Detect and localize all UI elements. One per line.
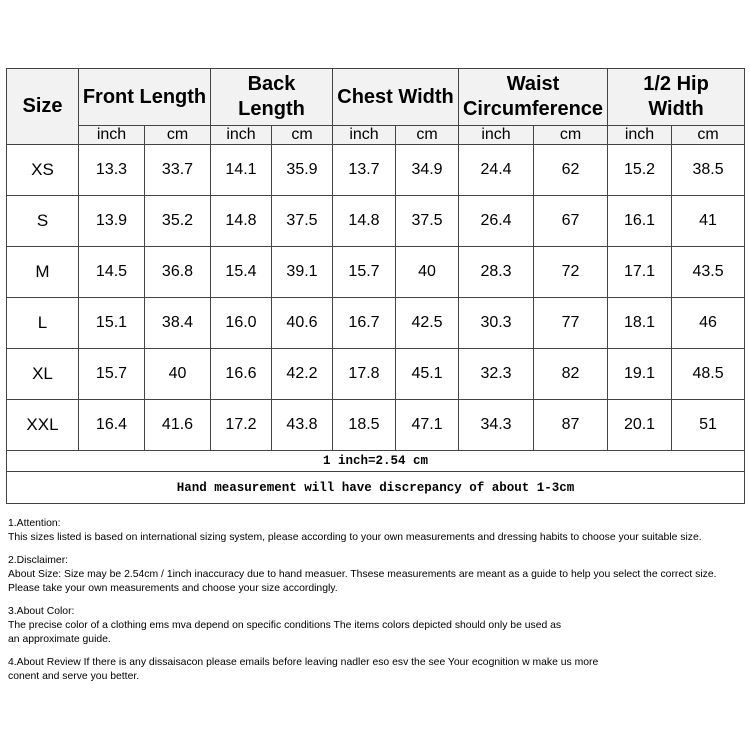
unit-label: inch xyxy=(79,126,145,145)
hip-header: 1/2 Hip Width xyxy=(608,69,745,126)
table-cell: 15.1 xyxy=(79,298,145,349)
table-cell: 42.5 xyxy=(396,298,459,349)
table-cell: 34.3 xyxy=(459,400,534,451)
table-cell: 77 xyxy=(534,298,608,349)
table-cell: 39.1 xyxy=(272,247,333,298)
unit-label: cm xyxy=(534,126,608,145)
note-line: Please take your own measurements and choose your size accordingly. xyxy=(8,583,338,594)
table-cell: 35.2 xyxy=(145,196,211,247)
table-cell: 37.5 xyxy=(272,196,333,247)
table-cell: 46 xyxy=(672,298,745,349)
table-row xyxy=(7,145,745,196)
size-chart-table xyxy=(6,68,745,504)
note-line: 4.About Review If there is any dissaisacon please emails before leaving nadler eso esv the see Your ecognition w make us more xyxy=(8,657,599,668)
size-cell: M xyxy=(7,247,79,298)
table-cell: 28.3 xyxy=(459,247,534,298)
table-cell: 17.2 xyxy=(211,400,272,451)
unit-label: inch xyxy=(608,126,672,145)
table-cell: 16.4 xyxy=(79,400,145,451)
table-row xyxy=(7,196,745,247)
table-cell: 18.5 xyxy=(333,400,396,451)
table-cell: 87 xyxy=(534,400,608,451)
discrepancy-note: Hand measurement will have discrepancy of about 1-3cm xyxy=(7,472,745,504)
table-cell: 15.7 xyxy=(333,247,396,298)
table-cell: 14.5 xyxy=(79,247,145,298)
table-cell: 20.1 xyxy=(608,400,672,451)
table-cell: 13.7 xyxy=(333,145,396,196)
size-cell: S xyxy=(7,196,79,247)
unit-label: cm xyxy=(396,126,459,145)
table-row xyxy=(7,400,745,451)
note-line: The precise color of a clothing ems mva depend on specific conditions The items colors depicted should only be used as xyxy=(8,620,562,631)
unit-label: cm xyxy=(672,126,745,145)
disclaimer-note xyxy=(8,554,748,596)
conversion-note: 1 inch=2.54 cm xyxy=(7,451,745,472)
conversion-row xyxy=(7,451,745,472)
table-cell: 15.4 xyxy=(211,247,272,298)
table-cell: 62 xyxy=(534,145,608,196)
size-cell: XXL xyxy=(7,400,79,451)
table-row xyxy=(7,349,745,400)
review-note xyxy=(8,656,748,684)
note-line: This sizes listed is based on international sizing system, please according to your own measurements and dressing habits to choose your suitable size. xyxy=(8,532,702,543)
table-cell: 14.8 xyxy=(333,196,396,247)
size-cell: L xyxy=(7,298,79,349)
table-cell: 51 xyxy=(672,400,745,451)
table-cell: 13.3 xyxy=(79,145,145,196)
chest-width-header: Chest Width xyxy=(333,69,459,126)
note-line: conent and serve you better. xyxy=(8,671,140,682)
table-cell: 43.5 xyxy=(672,247,745,298)
table-cell: 16.0 xyxy=(211,298,272,349)
note-line: an approximate guide. xyxy=(8,634,111,645)
table-cell: 24.4 xyxy=(459,145,534,196)
attention-note xyxy=(8,517,748,545)
table-cell: 15.2 xyxy=(608,145,672,196)
table-cell: 42.2 xyxy=(272,349,333,400)
discrepancy-row xyxy=(7,472,745,504)
note-title: 1.Attention: xyxy=(8,518,61,529)
unit-label: cm xyxy=(272,126,333,145)
note-title: 3.About Color: xyxy=(8,606,75,617)
table-cell: 34.9 xyxy=(396,145,459,196)
table-cell: 32.3 xyxy=(459,349,534,400)
table-cell: 36.8 xyxy=(145,247,211,298)
table-row xyxy=(7,298,745,349)
table-cell: 15.7 xyxy=(79,349,145,400)
back-length-header: Back Length xyxy=(211,69,333,126)
table-cell: 16.1 xyxy=(608,196,672,247)
table-cell: 47.1 xyxy=(396,400,459,451)
table-row xyxy=(7,247,745,298)
table-cell: 40.6 xyxy=(272,298,333,349)
header-row xyxy=(7,69,745,126)
table-cell: 40 xyxy=(396,247,459,298)
table-cell: 18.1 xyxy=(608,298,672,349)
table-cell: 37.5 xyxy=(396,196,459,247)
table-cell: 26.4 xyxy=(459,196,534,247)
unit-label: inch xyxy=(459,126,534,145)
table-cell: 35.9 xyxy=(272,145,333,196)
table-cell: 17.8 xyxy=(333,349,396,400)
table-cell: 48.5 xyxy=(672,349,745,400)
table-cell: 14.8 xyxy=(211,196,272,247)
note-line: About Size: Size may be 2.54cm / 1inch inaccuracy due to hand measuer. Thsese measurements are meant as a guide to help you select the correct size. xyxy=(8,569,717,580)
table-cell: 30.3 xyxy=(459,298,534,349)
table-cell: 43.8 xyxy=(272,400,333,451)
table-cell: 19.1 xyxy=(608,349,672,400)
table-cell: 41.6 xyxy=(145,400,211,451)
unit-label: inch xyxy=(333,126,396,145)
table-cell: 40 xyxy=(145,349,211,400)
table-cell: 17.1 xyxy=(608,247,672,298)
size-header: Size xyxy=(7,69,79,145)
table-cell: 16.6 xyxy=(211,349,272,400)
size-cell: XS xyxy=(7,145,79,196)
unit-label: inch xyxy=(211,126,272,145)
table-cell: 14.1 xyxy=(211,145,272,196)
table-cell: 13.9 xyxy=(79,196,145,247)
front-length-header: Front Length xyxy=(79,69,211,126)
table-cell: 82 xyxy=(534,349,608,400)
unit-label: cm xyxy=(145,126,211,145)
size-cell: XL xyxy=(7,349,79,400)
table-cell: 67 xyxy=(534,196,608,247)
table-cell: 33.7 xyxy=(145,145,211,196)
table-cell: 45.1 xyxy=(396,349,459,400)
notes-section xyxy=(8,517,748,693)
table-cell: 72 xyxy=(534,247,608,298)
note-title: 2.Disclaimer: xyxy=(8,555,69,566)
table-cell: 38.4 xyxy=(145,298,211,349)
table-cell: 38.5 xyxy=(672,145,745,196)
unit-row xyxy=(7,126,745,145)
table-cell: 16.7 xyxy=(333,298,396,349)
color-note xyxy=(8,605,748,647)
table-cell: 41 xyxy=(672,196,745,247)
waist-header: Waist Circumference xyxy=(459,69,608,126)
